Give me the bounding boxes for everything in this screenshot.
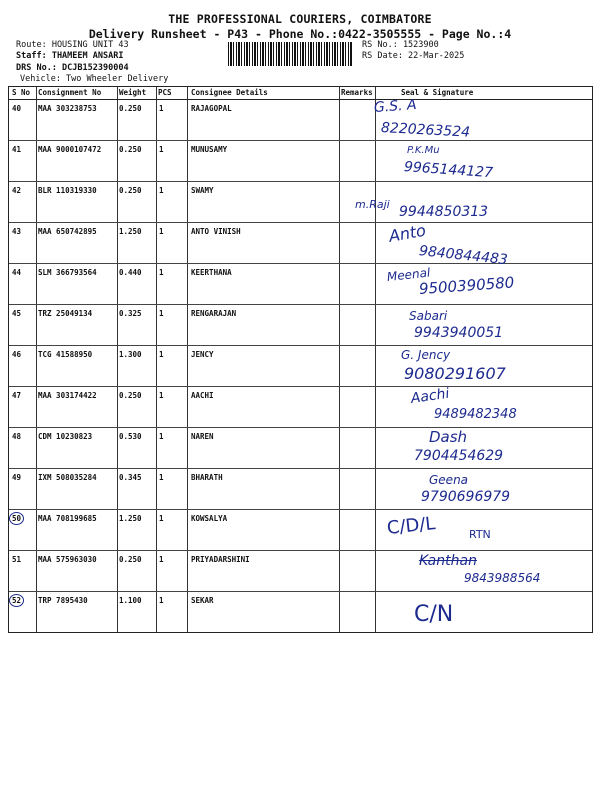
table-row (9, 469, 592, 510)
row-consignee: AACHI (191, 391, 214, 400)
row-sno: 43 (12, 227, 22, 236)
row-weight: 1.250 (119, 514, 142, 523)
row-pcs: 1 (159, 514, 164, 523)
runsheet-subtitle: Delivery Runsheet - P43 - Phone No.:0422-3505555 - Page No.:4 (88, 27, 512, 41)
table-row (9, 182, 592, 223)
signature: G. Jency (401, 348, 451, 362)
row-consignment: TRZ 25049134 (38, 309, 93, 318)
row-pcs: 1 (159, 145, 164, 154)
col-header-pcs: PCS (158, 88, 172, 97)
row-pcs: 1 (159, 596, 164, 605)
row-consignee: BHARATH (191, 473, 223, 482)
signature-phone: 8220263524 (380, 120, 471, 141)
row-sno: 45 (12, 309, 22, 318)
row-weight: 0.530 (119, 432, 142, 441)
signature: P.K.Mu (407, 145, 440, 156)
signature: C/N (414, 602, 454, 627)
row-weight: 1.100 (119, 596, 142, 605)
row-consignee: SWAMY (191, 186, 214, 195)
row-pcs: 1 (159, 432, 164, 441)
signature-phone: 9965144127 (403, 159, 494, 182)
signature: Meenal (386, 265, 431, 284)
row-weight: 0.250 (119, 555, 142, 564)
signature-phone: 7904454629 (414, 448, 504, 464)
row-sno: 46 (12, 350, 22, 359)
row-sno: 47 (12, 391, 22, 400)
row-consignee: SEKAR (191, 596, 214, 605)
signature: G.S. A (373, 97, 418, 116)
row-sno (12, 596, 24, 605)
row-consignment: CDM 10230823 (38, 432, 93, 441)
signature: C/D/L (385, 512, 437, 539)
table-row (9, 592, 592, 633)
signature: Geena (429, 473, 469, 487)
row-consignment: MAA 303238753 (38, 104, 97, 113)
row-consignee: PRIYADARSHINI (191, 555, 250, 564)
col-header-consignee: Consignee Details (191, 88, 268, 97)
row-pcs: 1 (159, 227, 164, 236)
table-row (9, 97, 592, 141)
company-title: THE PROFESSIONAL COURIERS, COIMBATORE (168, 12, 432, 26)
col-header-remarks: Remarks (341, 88, 373, 97)
row-consignment: IXM 508035284 (38, 473, 97, 482)
vehicle-label: Vehicle: Two Wheeler Delivery (20, 74, 169, 84)
runsheet-table (8, 86, 593, 633)
row-weight: 0.325 (119, 309, 142, 318)
row-sno: 40 (12, 104, 22, 113)
table-row (9, 551, 592, 592)
row-consignee: KEERTHANA (191, 268, 232, 277)
row-consignment: SLM 366793564 (38, 268, 97, 277)
signature-phone: 9489482348 (434, 407, 517, 422)
row-consignment: MAA 303174422 (38, 391, 97, 400)
row-consignee: MUNUSAMY (191, 145, 228, 154)
row-consignee: KOWSALYA (191, 514, 228, 523)
row-consignment: TRP 7895430 (38, 596, 88, 605)
barcode (228, 42, 352, 66)
row-consignment: MAA 650742895 (38, 227, 97, 236)
row-pcs: 1 (159, 268, 164, 277)
signature: Sabari (409, 309, 448, 323)
col-header-sno: S No (12, 88, 31, 97)
table-row (9, 264, 592, 305)
table-row (9, 220, 592, 269)
row-pcs: 1 (159, 186, 164, 195)
rs-date: RS Date: 22-Mar-2025 (362, 51, 465, 61)
row-pcs: 1 (159, 555, 164, 564)
signature-phone: 9500390580 (418, 273, 515, 298)
row-sno: 48 (12, 432, 22, 441)
row-consignee: ANTO VINISH (191, 227, 241, 236)
col-header-consignment: Consignment No (38, 88, 102, 97)
signature-phone: 9790696979 (421, 489, 511, 505)
signature: Anto (387, 220, 428, 246)
row-pcs: 1 (159, 391, 164, 400)
circled-sno: 52 (9, 594, 24, 607)
row-weight: 0.440 (119, 268, 142, 277)
row-sno: 42 (12, 186, 22, 195)
row-pcs: 1 (159, 104, 164, 113)
row-weight: 0.250 (119, 186, 142, 195)
table-row (9, 428, 592, 469)
row-consignment: MAA 708199685 (38, 514, 97, 523)
rs-number: RS No.: 1523900 (362, 40, 439, 50)
signature-phone: 9080291607 (404, 364, 506, 383)
signature: Dash (429, 428, 468, 446)
signature-note: RTN (469, 528, 491, 541)
col-header-weight: Weight (119, 88, 147, 97)
row-consignee: JENCY (191, 350, 214, 359)
table-row (9, 346, 592, 387)
signature-phone: 9943940051 (414, 325, 504, 341)
row-consignment: MAA 9000107472 (38, 145, 102, 154)
row-weight: 1.300 (119, 350, 142, 359)
signature-phone: 9944850313 (399, 204, 489, 220)
table-row (9, 387, 592, 428)
col-header-seal: Seal & Signature (401, 88, 474, 97)
signature: Aachi (409, 385, 451, 407)
row-consignment: TCG 41588950 (38, 350, 93, 359)
row-consignment: BLR 110319330 (38, 186, 97, 195)
row-sno: 51 (12, 555, 22, 564)
table-row (9, 510, 592, 551)
row-pcs: 1 (159, 350, 164, 359)
row-sno: 41 (12, 145, 22, 154)
row-consignee: NAREN (191, 432, 214, 441)
row-weight: 0.345 (119, 473, 142, 482)
row-sno (12, 514, 24, 523)
row-sno: 44 (12, 268, 22, 277)
row-weight: 1.250 (119, 227, 142, 236)
row-weight: 0.250 (119, 391, 142, 400)
signature: m.Raji (355, 198, 390, 211)
row-pcs: 1 (159, 309, 164, 318)
row-consignee: RAJAGOPAL (191, 104, 232, 113)
table-row (9, 141, 592, 182)
row-weight: 0.250 (119, 145, 142, 154)
signature: Kanthan (419, 553, 477, 569)
row-consignee: RENGARAJAN (191, 309, 237, 318)
staff-label: Staff: THAMEEM ANSARI (16, 51, 124, 61)
route-label: Route: HOUSING UNIT 43 (16, 40, 129, 50)
signature-phone: 9843988564 (464, 571, 541, 585)
row-weight: 0.250 (119, 104, 142, 113)
row-consignment: MAA 575963030 (38, 555, 97, 564)
drs-number: DRS No.: DCJB152390004 (16, 63, 129, 73)
row-sno: 49 (12, 473, 22, 482)
row-pcs: 1 (159, 473, 164, 482)
signature-phone: 9840844483 (418, 243, 509, 269)
table-row (9, 305, 592, 346)
circled-sno: 50 (9, 512, 24, 525)
